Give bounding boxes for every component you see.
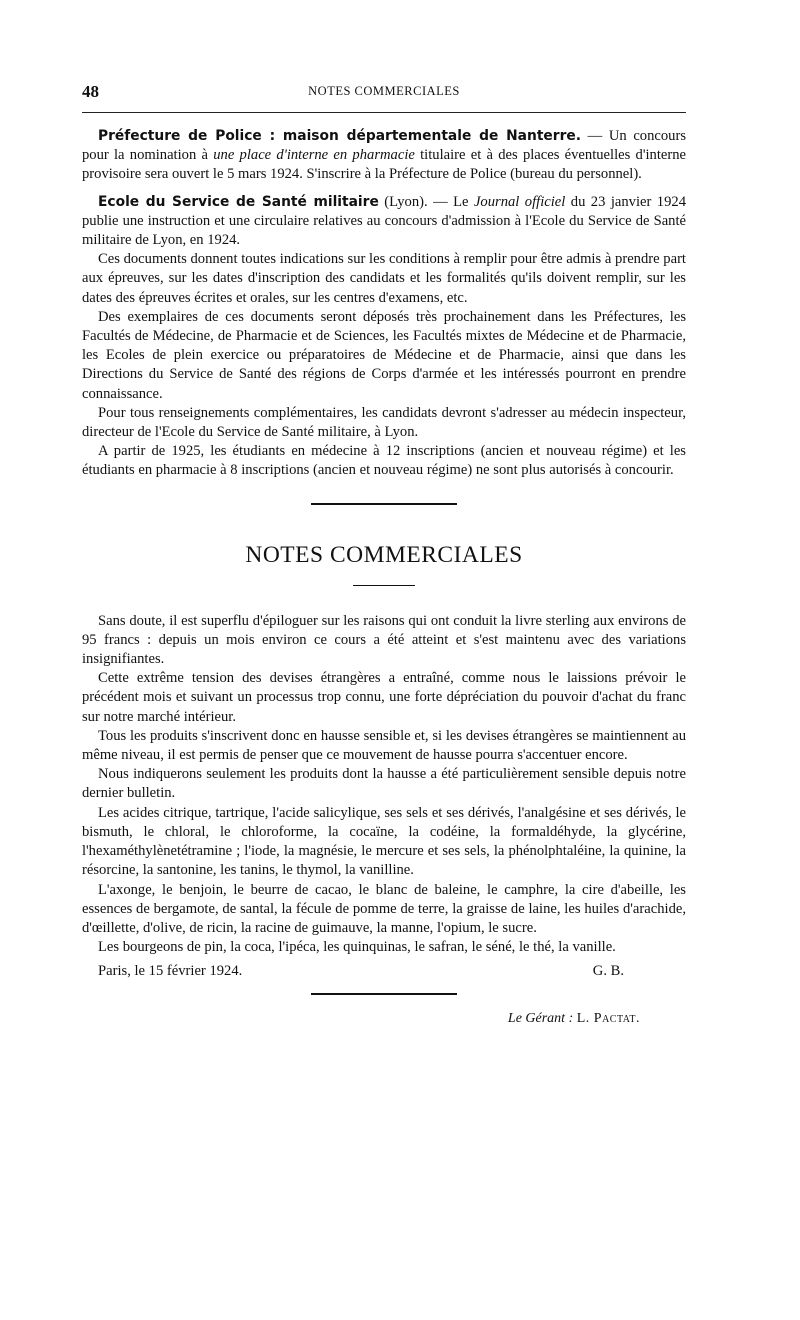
prefecture-paragraph [82,127,686,185]
signature-line [82,963,686,985]
prefecture-text-1: — Un concours pour la nomination à [82,128,686,164]
notes-paragraph: Cette extrême tension des devises étrangères a entraîné, comme nous le laissions prévoir le précédent mois et suivant un processus trop connu, une forte dépréciation du pouvoir d'achat du franc sur notre marché intérieur. [82,670,686,725]
ecole-body-paragraph: Ces documents donnent toutes indications sur les conditions à remplir pour être admis à prendre part aux épreuves, sur les dates d'inscription des candidats et les formalités qu'ils doivent remplir, sur les dates des épreuves écrites et orales, sur les centres d'examens, etc. [82,251,686,306]
prefecture-text-2: titulaire et à des places éventuelles d'interne provisoire sera ouvert le 5 mars 1924. S'inscrire à la Préfecture de Police (bureau du personnel). [82,147,686,183]
notes-paragraph: Les bourgeons de pin, la coca, l'ipéca, les quinquinas, le safran, le séné, le thé, la vanille. [98,939,616,956]
title-underline [353,585,415,586]
page-number: 48 [82,82,99,101]
prefecture-heading: Préfecture de Police : maison départementale de Nanterre. [98,128,581,144]
gerant-line [82,1011,640,1027]
author-initials: G. B. [592,963,624,980]
running-title: NOTES COMMERCIALES [308,84,460,98]
running-head [82,80,686,102]
notes-paragraph: Tous les produits s'inscrivent donc en hausse sensible et, si les devises étrangères se maintiennent au même niveau, il est permis de penser que ce mouvement de hausse pourra s'accentuer encore. [82,727,686,764]
ecole-heading: Ecole du Service de Santé militaire [98,193,379,210]
ecole-body-paragraph: A partir de 1925, les étudiants en médecine à 12 inscriptions (ancien et nouveau régime) et les étudiants en pharmacie à 8 inscriptions (ancien et nouveau régime) ne sont plus autorisés à concourir. [82,443,686,479]
footer-divider [311,993,457,995]
notes-paragraph: Sans doute, il est superflu d'épiloguer sur les raisons qui ont conduit la livre sterling aux environs de 95 francs : depuis un mois environ ce cours a été atteint et s'est maintenu avec des variations insignifiantes. [82,612,686,668]
ecole-body-paragraph: Pour tous renseignements complémentaires, les candidats devront s'adresser au médecin inspecteur, directeur de l'Ecole du Service de Santé militaire, à Lyon. [82,404,686,441]
gerant-label: Le Gérant : [507,1011,574,1027]
ecole-text-1: (Lyon). — Le [378,193,474,210]
ecole-emphasis: Journal officiel [473,193,566,210]
header-rule [82,112,686,113]
section-divider [311,503,457,505]
document-page [82,80,686,1027]
notes-paragraph: L'axonge, le benjoin, le beurre de cacao, le blanc de baleine, le camphre, la cire d'abeille, les essences de bergamote, de santal, la fécule de pomme de terre, la graisse de laine, les huiles d'arachide, d'œillette, d'olive, de ricin, la racine de guimauve, la manne, l'opium, le sucre. [82,881,686,936]
ecole-paragraph [82,193,686,251]
section-title: NOTES COMMERCIALES [245,541,523,568]
ecole-body-paragraph: Des exemplaires de ces documents seront déposés très prochainement dans les Préfectures, les Facultés de Médecine, de Pharmacie et de Sciences, les Facultés mixtes de Médecine et de Pharmacie, les Ecoles de plein exercice ou préparatoires de Médecine et de Pharmacie, ainsi que dans les Directions du Service de Santé des régions de Corps d'armée et les intéressés pourront en prendre connaissance. [82,308,686,402]
notes-paragraph: Nous indiquerons seulement les produits dont la hausse a été particulièrement sensible depuis notre dernier bulletin. [82,766,686,802]
gerant-name: L. Pactat. [576,1011,640,1027]
dateline: Paris, le 15 février 1924. [98,963,243,980]
notes-paragraph: Les acides citrique, tartrique, l'acide salicylique, ses sels et ses dérivés, l'analgésine et ses dérivés, le bismuth, le chloral, le chloroforme, la cocaïne, la codéine, la formaldéhyde, la glycérine, l'hexaméthylènetétramine ; l'iode, la magnésie, le mercure et ses sels, la phénolphtaléine, la quinine, la résorcine, la santonine, les tanins, le thymol, la vanilline. [82,804,686,879]
ecole-text-2: du 23 janvier 1924 publie une instruction et une circulaire relatives au concours d'admission à l'Ecole du Service de Santé militaire de Lyon, en 1924. [82,193,686,249]
prefecture-emphasis: une place d'interne en pharmacie [213,147,415,164]
